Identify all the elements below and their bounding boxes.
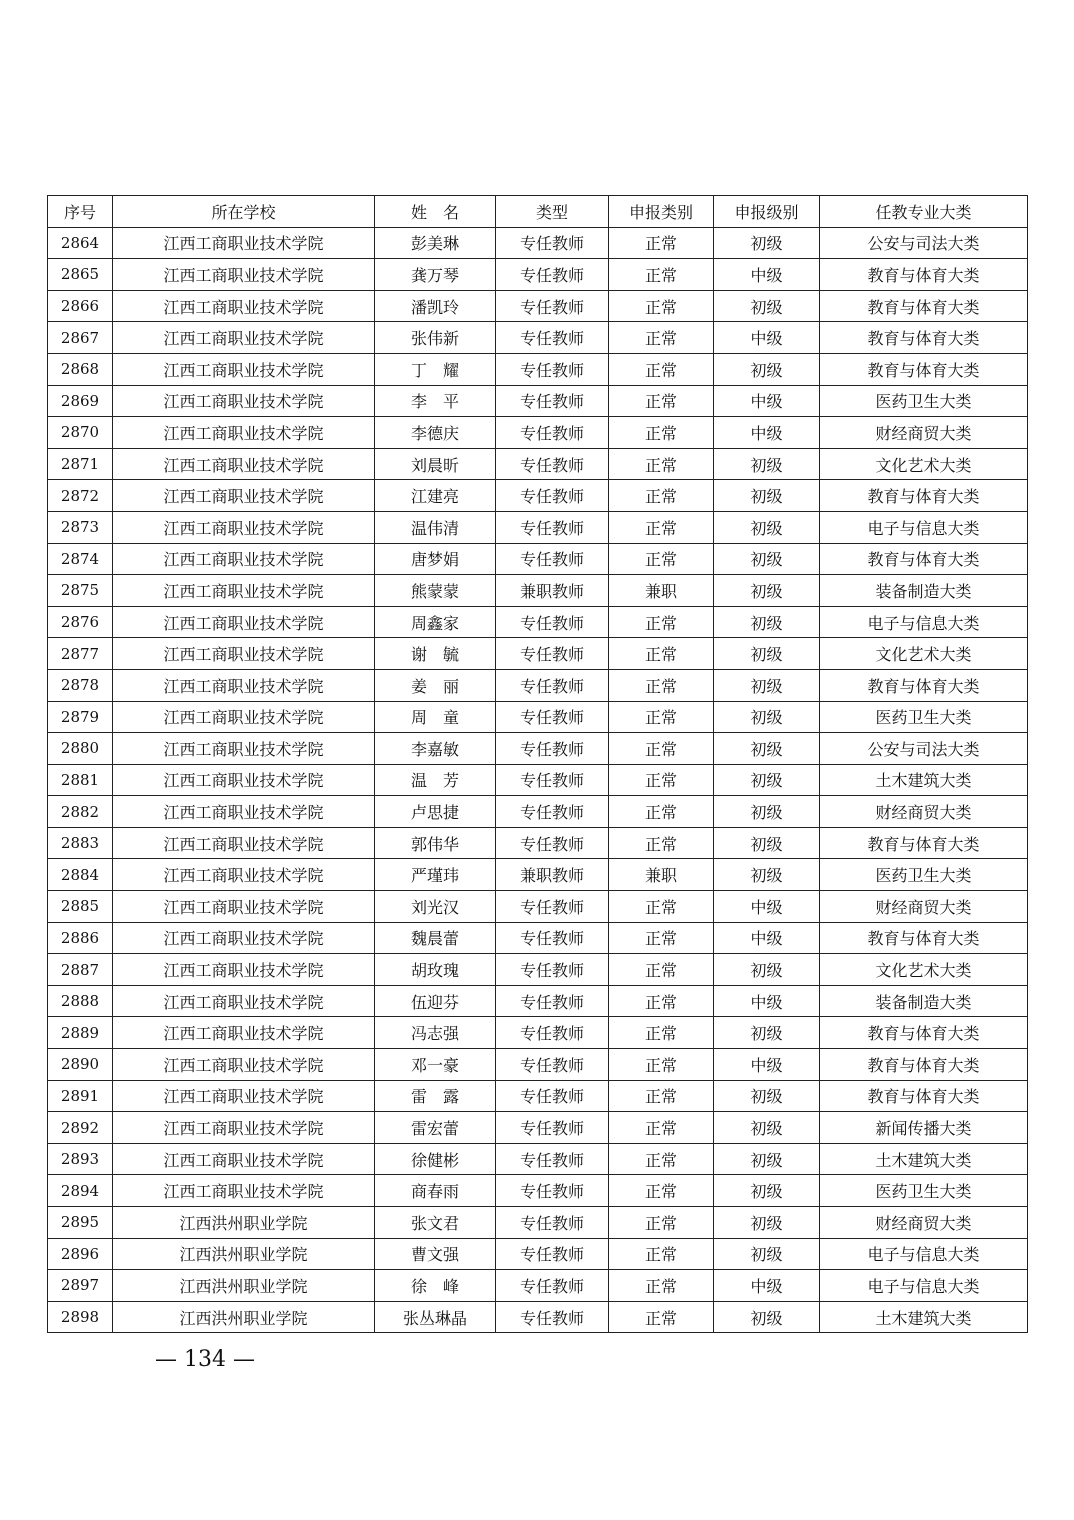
cell-type: 专任教师: [496, 922, 609, 954]
cell-major-category: 土木建筑大类: [820, 1301, 1028, 1333]
cell-type: 专任教师: [496, 353, 609, 385]
cell-type: 专任教师: [496, 638, 609, 670]
cell-major-category: 教育与体育大类: [820, 259, 1028, 291]
cell-apply-category: 正常: [609, 638, 714, 670]
cell-name: 温 芳: [375, 764, 496, 796]
cell-school: 江西工商职业技术学院: [113, 1049, 375, 1081]
table-row: [48, 733, 1028, 765]
cell-apply-level: 初级: [714, 669, 820, 701]
cell-apply-category: 正常: [609, 227, 714, 259]
cell-major-category: 教育与体育大类: [820, 353, 1028, 385]
cell-seq: 2897: [48, 1270, 113, 1302]
cell-apply-category: 正常: [609, 353, 714, 385]
cell-seq: 2881: [48, 764, 113, 796]
table-row: [48, 259, 1028, 291]
cell-apply-category: 正常: [609, 1049, 714, 1081]
cell-apply-level: 初级: [714, 796, 820, 828]
cell-school: 江西工商职业技术学院: [113, 543, 375, 575]
cell-apply-category: 正常: [609, 796, 714, 828]
cell-seq: 2883: [48, 827, 113, 859]
cell-major-category: 电子与信息大类: [820, 606, 1028, 638]
cell-name: 潘凯玲: [375, 290, 496, 322]
cell-apply-category: 兼职: [609, 575, 714, 607]
cell-name: 徐健彬: [375, 1143, 496, 1175]
cell-school: 江西工商职业技术学院: [113, 385, 375, 417]
cell-apply-category: 正常: [609, 1175, 714, 1207]
cell-apply-level: 中级: [714, 922, 820, 954]
cell-apply-level: 初级: [714, 606, 820, 638]
cell-type: 专任教师: [496, 417, 609, 449]
cell-name: 张文君: [375, 1207, 496, 1239]
table-header-row: [48, 196, 1028, 228]
cell-type: 专任教师: [496, 480, 609, 512]
cell-apply-level: 初级: [714, 1143, 820, 1175]
cell-type: 专任教师: [496, 669, 609, 701]
cell-major-category: 教育与体育大类: [820, 827, 1028, 859]
cell-apply-category: 正常: [609, 1238, 714, 1270]
cell-apply-category: 正常: [609, 259, 714, 291]
cell-apply-level: 初级: [714, 1301, 820, 1333]
cell-name: 郭伟华: [375, 827, 496, 859]
cell-school: 江西工商职业技术学院: [113, 511, 375, 543]
cell-school: 江西工商职业技术学院: [113, 827, 375, 859]
cell-seq: 2864: [48, 227, 113, 259]
cell-major-category: 医药卫生大类: [820, 701, 1028, 733]
cell-name: 唐梦娟: [375, 543, 496, 575]
cell-type: 专任教师: [496, 954, 609, 986]
cell-apply-level: 初级: [714, 290, 820, 322]
cell-school: 江西工商职业技术学院: [113, 1080, 375, 1112]
cell-type: 专任教师: [496, 733, 609, 765]
cell-apply-category: 正常: [609, 1080, 714, 1112]
header-seq: 序号: [48, 196, 113, 228]
cell-major-category: 教育与体育大类: [820, 922, 1028, 954]
cell-major-category: 电子与信息大类: [820, 511, 1028, 543]
cell-major-category: 医药卫生大类: [820, 859, 1028, 891]
cell-type: 专任教师: [496, 1207, 609, 1239]
cell-seq: 2869: [48, 385, 113, 417]
cell-apply-category: 正常: [609, 922, 714, 954]
cell-major-category: 医药卫生大类: [820, 385, 1028, 417]
cell-school: 江西工商职业技术学院: [113, 575, 375, 607]
cell-school: 江西洪州职业学院: [113, 1270, 375, 1302]
cell-type: 专任教师: [496, 1080, 609, 1112]
cell-apply-level: 初级: [714, 827, 820, 859]
cell-type: 专任教师: [496, 796, 609, 828]
table-row: [48, 480, 1028, 512]
cell-type: 专任教师: [496, 764, 609, 796]
cell-type: 专任教师: [496, 1049, 609, 1081]
cell-apply-category: 正常: [609, 290, 714, 322]
table-row: [48, 891, 1028, 923]
cell-apply-category: 正常: [609, 606, 714, 638]
cell-school: 江西工商职业技术学院: [113, 638, 375, 670]
cell-school: 江西工商职业技术学院: [113, 1017, 375, 1049]
cell-apply-level: 中级: [714, 891, 820, 923]
cell-school: 江西工商职业技术学院: [113, 353, 375, 385]
cell-seq: 2866: [48, 290, 113, 322]
cell-name: 冯志强: [375, 1017, 496, 1049]
cell-major-category: 财经商贸大类: [820, 1207, 1028, 1239]
cell-type: 专任教师: [496, 891, 609, 923]
cell-name: 伍迎芬: [375, 985, 496, 1017]
cell-school: 江西工商职业技术学院: [113, 227, 375, 259]
table-row: [48, 1080, 1028, 1112]
header-major-category: 任教专业大类: [820, 196, 1028, 228]
table-row: [48, 606, 1028, 638]
table-row: [48, 1049, 1028, 1081]
table-row: [48, 1112, 1028, 1144]
cell-seq: 2890: [48, 1049, 113, 1081]
cell-major-category: 教育与体育大类: [820, 1017, 1028, 1049]
cell-apply-category: 正常: [609, 543, 714, 575]
cell-seq: 2891: [48, 1080, 113, 1112]
cell-name: 曹文强: [375, 1238, 496, 1270]
cell-seq: 2898: [48, 1301, 113, 1333]
cell-type: 专任教师: [496, 290, 609, 322]
cell-name: 徐 峰: [375, 1270, 496, 1302]
cell-apply-level: 初级: [714, 859, 820, 891]
cell-type: 专任教师: [496, 1143, 609, 1175]
cell-name: 张丛琳晶: [375, 1301, 496, 1333]
cell-type: 专任教师: [496, 322, 609, 354]
cell-apply-category: 正常: [609, 417, 714, 449]
cell-type: 专任教师: [496, 385, 609, 417]
cell-school: 江西工商职业技术学院: [113, 701, 375, 733]
cell-type: 兼职教师: [496, 575, 609, 607]
cell-seq: 2892: [48, 1112, 113, 1144]
cell-apply-category: 正常: [609, 764, 714, 796]
cell-school: 江西洪州职业学院: [113, 1207, 375, 1239]
cell-school: 江西工商职业技术学院: [113, 290, 375, 322]
cell-apply-level: 初级: [714, 480, 820, 512]
table-row: [48, 1207, 1028, 1239]
cell-apply-level: 初级: [714, 227, 820, 259]
cell-apply-level: 初级: [714, 1112, 820, 1144]
cell-name: 商春雨: [375, 1175, 496, 1207]
cell-apply-level: 初级: [714, 353, 820, 385]
cell-name: 严瑾玮: [375, 859, 496, 891]
table-row: [48, 1143, 1028, 1175]
cell-apply-category: 正常: [609, 733, 714, 765]
cell-seq: 2887: [48, 954, 113, 986]
cell-school: 江西工商职业技术学院: [113, 796, 375, 828]
cell-major-category: 文化艺术大类: [820, 954, 1028, 986]
cell-type: 专任教师: [496, 606, 609, 638]
header-name: 姓 名: [375, 196, 496, 228]
cell-apply-category: 兼职: [609, 859, 714, 891]
cell-name: 李嘉敏: [375, 733, 496, 765]
cell-major-category: 教育与体育大类: [820, 322, 1028, 354]
cell-apply-level: 初级: [714, 1175, 820, 1207]
table-row: [48, 290, 1028, 322]
cell-major-category: 教育与体育大类: [820, 669, 1028, 701]
cell-apply-level: 中级: [714, 1049, 820, 1081]
table-row: [48, 511, 1028, 543]
cell-seq: 2889: [48, 1017, 113, 1049]
table-row: [48, 385, 1028, 417]
cell-seq: 2867: [48, 322, 113, 354]
cell-name: 李德庆: [375, 417, 496, 449]
cell-apply-level: 初级: [714, 701, 820, 733]
table-row: [48, 701, 1028, 733]
cell-apply-category: 正常: [609, 448, 714, 480]
cell-school: 江西工商职业技术学院: [113, 259, 375, 291]
cell-major-category: 教育与体育大类: [820, 1080, 1028, 1112]
table-row: [48, 543, 1028, 575]
cell-apply-level: 初级: [714, 1017, 820, 1049]
cell-apply-category: 正常: [609, 1207, 714, 1239]
cell-major-category: 文化艺术大类: [820, 448, 1028, 480]
cell-name: 雷宏蕾: [375, 1112, 496, 1144]
cell-type: 专任教师: [496, 1112, 609, 1144]
cell-type: 专任教师: [496, 1017, 609, 1049]
cell-school: 江西工商职业技术学院: [113, 417, 375, 449]
cell-seq: 2877: [48, 638, 113, 670]
cell-school: 江西工商职业技术学院: [113, 859, 375, 891]
cell-seq: 2882: [48, 796, 113, 828]
table-row: [48, 764, 1028, 796]
table-row: [48, 638, 1028, 670]
cell-major-category: 装备制造大类: [820, 575, 1028, 607]
cell-apply-category: 正常: [609, 1270, 714, 1302]
cell-school: 江西工商职业技术学院: [113, 480, 375, 512]
cell-major-category: 装备制造大类: [820, 985, 1028, 1017]
table-row: [48, 1238, 1028, 1270]
cell-type: 专任教师: [496, 259, 609, 291]
cell-major-category: 新闻传播大类: [820, 1112, 1028, 1144]
cell-seq: 2880: [48, 733, 113, 765]
cell-school: 江西工商职业技术学院: [113, 1175, 375, 1207]
table-row: [48, 796, 1028, 828]
header-apply-level: 申报级别: [714, 196, 820, 228]
table-body: [48, 227, 1028, 1333]
cell-major-category: 教育与体育大类: [820, 1049, 1028, 1081]
cell-school: 江西工商职业技术学院: [113, 669, 375, 701]
cell-apply-category: 正常: [609, 669, 714, 701]
cell-major-category: 公安与司法大类: [820, 227, 1028, 259]
cell-apply-level: 初级: [714, 733, 820, 765]
cell-name: 胡玫瑰: [375, 954, 496, 986]
cell-name: 周 童: [375, 701, 496, 733]
cell-apply-category: 正常: [609, 954, 714, 986]
cell-type: 专任教师: [496, 448, 609, 480]
cell-school: 江西工商职业技术学院: [113, 606, 375, 638]
cell-apply-level: 初级: [714, 511, 820, 543]
table-row: [48, 1301, 1028, 1333]
cell-apply-category: 正常: [609, 985, 714, 1017]
cell-seq: 2865: [48, 259, 113, 291]
cell-seq: 2893: [48, 1143, 113, 1175]
cell-seq: 2894: [48, 1175, 113, 1207]
cell-apply-category: 正常: [609, 1301, 714, 1333]
cell-school: 江西工商职业技术学院: [113, 891, 375, 923]
cell-school: 江西工商职业技术学院: [113, 1143, 375, 1175]
cell-apply-category: 正常: [609, 1112, 714, 1144]
cell-major-category: 教育与体育大类: [820, 543, 1028, 575]
table-row: [48, 575, 1028, 607]
cell-apply-category: 正常: [609, 701, 714, 733]
cell-type: 专任教师: [496, 227, 609, 259]
cell-major-category: 医药卫生大类: [820, 1175, 1028, 1207]
cell-name: 姜 丽: [375, 669, 496, 701]
cell-seq: 2876: [48, 606, 113, 638]
teacher-roster-table: [47, 195, 1028, 1333]
cell-type: 专任教师: [496, 543, 609, 575]
cell-type: 专任教师: [496, 701, 609, 733]
cell-type: 专任教师: [496, 1301, 609, 1333]
table-row: [48, 1270, 1028, 1302]
table-row: [48, 859, 1028, 891]
table-row: [48, 1017, 1028, 1049]
cell-major-category: 教育与体育大类: [820, 480, 1028, 512]
cell-school: 江西工商职业技术学院: [113, 448, 375, 480]
cell-school: 江西工商职业技术学院: [113, 764, 375, 796]
cell-major-category: 公安与司法大类: [820, 733, 1028, 765]
cell-name: 丁 耀: [375, 353, 496, 385]
table-row: [48, 985, 1028, 1017]
cell-seq: 2868: [48, 353, 113, 385]
cell-name: 张伟新: [375, 322, 496, 354]
cell-apply-level: 初级: [714, 1207, 820, 1239]
cell-type: 专任教师: [496, 985, 609, 1017]
table-row: [48, 1175, 1028, 1207]
cell-school: 江西洪州职业学院: [113, 1301, 375, 1333]
table-row: [48, 322, 1028, 354]
cell-apply-category: 正常: [609, 1143, 714, 1175]
cell-major-category: 财经商贸大类: [820, 891, 1028, 923]
cell-seq: 2879: [48, 701, 113, 733]
cell-apply-category: 正常: [609, 511, 714, 543]
cell-name: 刘光汉: [375, 891, 496, 923]
header-apply-category: 申报类别: [609, 196, 714, 228]
cell-apply-level: 初级: [714, 1080, 820, 1112]
table-row: [48, 954, 1028, 986]
cell-major-category: 土木建筑大类: [820, 1143, 1028, 1175]
cell-apply-category: 正常: [609, 827, 714, 859]
table-row: [48, 827, 1028, 859]
table-row: [48, 227, 1028, 259]
cell-name: 李 平: [375, 385, 496, 417]
cell-apply-level: 中级: [714, 385, 820, 417]
cell-name: 卢思捷: [375, 796, 496, 828]
cell-seq: 2872: [48, 480, 113, 512]
cell-name: 江建亮: [375, 480, 496, 512]
cell-name: 刘晨昕: [375, 448, 496, 480]
cell-seq: 2875: [48, 575, 113, 607]
cell-name: 邓一豪: [375, 1049, 496, 1081]
cell-major-category: 教育与体育大类: [820, 290, 1028, 322]
cell-major-category: 财经商贸大类: [820, 796, 1028, 828]
table-row: [48, 448, 1028, 480]
cell-seq: 2873: [48, 511, 113, 543]
cell-seq: 2871: [48, 448, 113, 480]
cell-school: 江西工商职业技术学院: [113, 985, 375, 1017]
header-type: 类型: [496, 196, 609, 228]
cell-type: 专任教师: [496, 1175, 609, 1207]
cell-seq: 2874: [48, 543, 113, 575]
cell-school: 江西工商职业技术学院: [113, 322, 375, 354]
table-row: [48, 353, 1028, 385]
cell-type: 专任教师: [496, 827, 609, 859]
cell-type: 专任教师: [496, 1270, 609, 1302]
cell-apply-level: 中级: [714, 417, 820, 449]
cell-seq: 2885: [48, 891, 113, 923]
cell-apply-level: 中级: [714, 322, 820, 354]
page-number: — 134 —: [155, 1347, 255, 1372]
cell-apply-level: 初级: [714, 1238, 820, 1270]
cell-major-category: 电子与信息大类: [820, 1270, 1028, 1302]
cell-name: 谢 毓: [375, 638, 496, 670]
cell-major-category: 文化艺术大类: [820, 638, 1028, 670]
cell-apply-level: 初级: [714, 543, 820, 575]
cell-name: 雷 露: [375, 1080, 496, 1112]
cell-major-category: 财经商贸大类: [820, 417, 1028, 449]
cell-name: 温伟清: [375, 511, 496, 543]
cell-school: 江西工商职业技术学院: [113, 1112, 375, 1144]
cell-type: 专任教师: [496, 1238, 609, 1270]
cell-apply-category: 正常: [609, 891, 714, 923]
cell-seq: 2870: [48, 417, 113, 449]
cell-type: 专任教师: [496, 511, 609, 543]
cell-school: 江西工商职业技术学院: [113, 922, 375, 954]
cell-apply-level: 中级: [714, 1270, 820, 1302]
header-school: 所在学校: [113, 196, 375, 228]
cell-name: 龚万琴: [375, 259, 496, 291]
cell-apply-category: 正常: [609, 1017, 714, 1049]
cell-name: 魏晨蕾: [375, 922, 496, 954]
table-row: [48, 669, 1028, 701]
cell-apply-category: 正常: [609, 322, 714, 354]
cell-apply-level: 初级: [714, 954, 820, 986]
cell-seq: 2896: [48, 1238, 113, 1270]
cell-apply-level: 初级: [714, 575, 820, 607]
cell-seq: 2895: [48, 1207, 113, 1239]
cell-name: 彭美琳: [375, 227, 496, 259]
cell-seq: 2884: [48, 859, 113, 891]
cell-major-category: 土木建筑大类: [820, 764, 1028, 796]
cell-school: 江西洪州职业学院: [113, 1238, 375, 1270]
cell-apply-level: 中级: [714, 259, 820, 291]
cell-name: 熊蒙蒙: [375, 575, 496, 607]
cell-major-category: 电子与信息大类: [820, 1238, 1028, 1270]
cell-school: 江西工商职业技术学院: [113, 954, 375, 986]
table-row: [48, 922, 1028, 954]
cell-apply-level: 初级: [714, 638, 820, 670]
cell-apply-category: 正常: [609, 385, 714, 417]
cell-apply-level: 初级: [714, 764, 820, 796]
cell-school: 江西工商职业技术学院: [113, 733, 375, 765]
cell-type: 兼职教师: [496, 859, 609, 891]
table-row: [48, 417, 1028, 449]
cell-apply-level: 中级: [714, 985, 820, 1017]
cell-seq: 2888: [48, 985, 113, 1017]
cell-apply-level: 初级: [714, 448, 820, 480]
cell-apply-category: 正常: [609, 480, 714, 512]
cell-seq: 2886: [48, 922, 113, 954]
cell-name: 周鑫家: [375, 606, 496, 638]
cell-seq: 2878: [48, 669, 113, 701]
